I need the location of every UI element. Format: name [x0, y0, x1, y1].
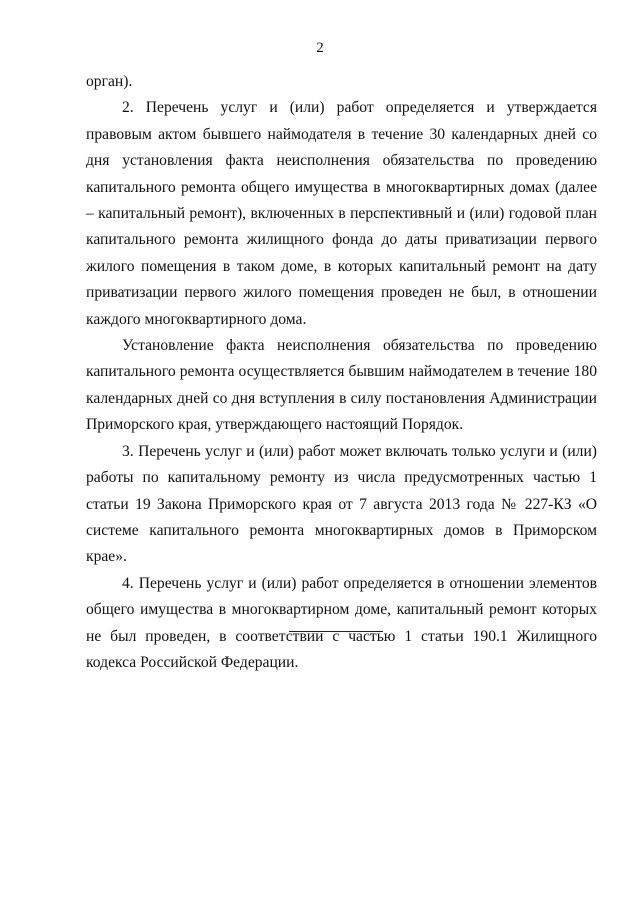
end-of-document-rule [289, 631, 383, 632]
document-body [86, 69, 597, 676]
paragraph-item-4: 4. Перечень услуг и (или) работ определяется в отношении элементов общего имущества в многоквартирном доме, капитальный ремонт которых не был проведен, в соответствии с частью 1 статьи 190.1 Жилищного кодекса Российской Федерации. [86, 574, 597, 671]
paragraph-item-2-deadline: Установление факта неисполнения обязательства по проведению капитального ремонта осуществляется бывшим наймодателем в течение 180 календарных дней со дня вступления в силу постановления Администрации Приморского края, утверждающего настоящий Порядок. [86, 337, 597, 434]
paragraph-continuation: орган). [86, 73, 133, 90]
paragraph-item-3: 3. Перечень услуг и (или) работ может включать только услуги и (или) работы по капитальному ремонту из числа предусмотренных частью 1 статьи 19 Закона Приморского края от 7 августа 2013 года № 227-КЗ «О системе капитального ремонта многоквартирных домов в Приморском крае». [86, 442, 597, 566]
page-number: 2 [316, 40, 324, 56]
paragraph-item-2: 2. Перечень услуг и (или) работ определяется и утверждается правовым актом бывшего наймодателя в течение 30 календарных дней со дня установления факта неисполнения обязательства по проведению капитального ремонта общего имущества в многоквартирных домах (далее – капитальный ремонт), включенных в перспективный и (или) годовой план капитального ремонта жилищного фонда до даты приватизации первого жилого помещения в таком доме, в которых капитальный ремонт на дату приватизации первого жилого помещения проведен не был, в отношении каждого многоквартирного дома. [86, 99, 597, 328]
